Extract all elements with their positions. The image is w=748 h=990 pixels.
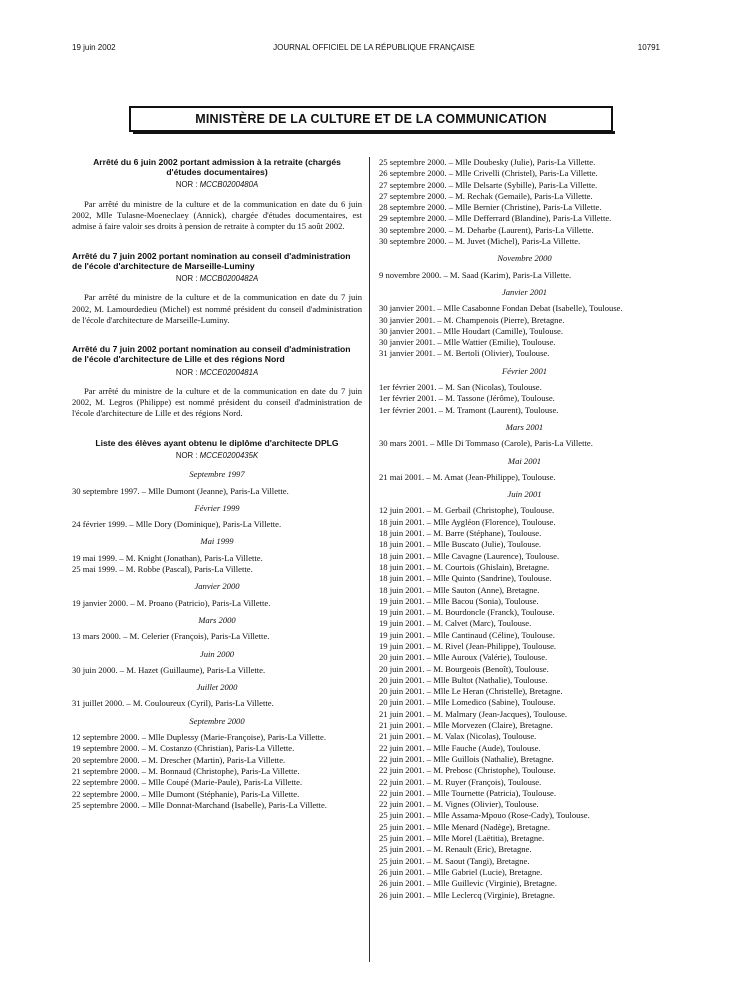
list-entry: 27 septembre 2000. – M. Rechak (Gemaile), Paris-La Villette. xyxy=(379,190,593,201)
list-entry: 19 juin 2001. – Mlle Cantinaud (Céline), Toulouse. xyxy=(379,629,555,640)
list-entry: 20 juin 2001. – Mlle Lomedico (Sabine), Toulouse. xyxy=(379,697,556,708)
nor-label: NOR : xyxy=(175,274,198,283)
nor-reference xyxy=(72,367,362,378)
list-entry: 20 juin 2001. – M. Bourgeois (Benoît), Toulouse. xyxy=(379,663,549,674)
list-entry: 30 janvier 2001. – Mlle Wattier (Emilie), Toulouse. xyxy=(379,337,556,348)
month-heading: Novembre 2000 xyxy=(497,253,552,264)
list-entry: 1er février 2001. – M. Tassone (Jérôme), Toulouse. xyxy=(379,393,555,404)
nor-code: MCCE0200435K xyxy=(199,450,259,460)
list-entry: 1er février 2001. – M. San (Nicolas), Toulouse. xyxy=(379,382,542,393)
article-title: Arrêté du 6 juin 2002 portant admission à la retraite (chargés d'études documentaires) xyxy=(93,157,341,178)
nor-reference xyxy=(72,179,362,190)
list-entry: 19 juin 2001. – M. Calvet (Marc), Toulouse. xyxy=(379,618,532,629)
list-entry: 12 septembre 2000. – Mlle Duplessy (Marie-Françoise), Paris-La Villette. xyxy=(72,732,326,743)
ministry-title: MINISTÈRE DE LA CULTURE ET DE LA COMMUNICATION xyxy=(195,112,547,126)
header-date: 19 juin 2002 xyxy=(72,43,116,52)
month-heading: Juin 2001 xyxy=(507,489,542,500)
article-body: Par arrêté du ministre de la culture et de la communication en date du 7 juin 2002, M. Legros (Philippe) est nommé président du conseil d'administration de l'école d'architecture de Lille et des régions Nord. xyxy=(72,385,362,419)
list-entry: 25 juin 2001. – Mlle Morel (Laëtitia), Bretagne. xyxy=(379,833,545,844)
month-heading: Janvier 2000 xyxy=(194,581,240,592)
list-entry: 18 juin 2001. – Mlle Buscato (Julie), Toulouse. xyxy=(379,539,542,550)
list-entry: 30 janvier 2001. – Mlle Houdart (Camille), Toulouse. xyxy=(379,325,563,336)
list-entry: 30 janvier 2001. – M. Champenois (Pierre), Bretagne. xyxy=(379,314,565,325)
list-entry: 25 juin 2001. – M. Saout (Tangi), Bretagne. xyxy=(379,855,530,866)
list-entry: 19 janvier 2000. – M. Proano (Patricio), Paris-La Villette. xyxy=(72,597,271,608)
month-heading: Mai 2001 xyxy=(507,455,542,466)
list-entry: 18 juin 2001. – Mlle Quinto (Sandrine), Toulouse. xyxy=(379,573,552,584)
nor-reference xyxy=(72,273,362,284)
list-entry: 18 juin 2001. – Mlle Sauton (Anne), Bretagne. xyxy=(379,584,540,595)
list-entry: 13 mars 2000. – M. Celerier (François), Paris-La Villette. xyxy=(72,631,270,642)
month-heading: Juillet 2000 xyxy=(196,682,238,693)
list-entry: 26 septembre 2000. – Mlle Crivelli (Christel), Paris-La Villette. xyxy=(379,168,598,179)
nor-code: MCCE0200481A xyxy=(199,367,259,377)
list-entry: 1er février 2001. – M. Tramont (Laurent), Toulouse. xyxy=(379,404,559,415)
month-heading: Février 1999 xyxy=(194,502,240,513)
list-entry: 18 juin 2001. – M. Courtois (Ghislain), Bretagne. xyxy=(379,561,550,572)
nor-label: NOR : xyxy=(175,180,198,190)
left-column xyxy=(72,157,362,811)
list-entry: 30 janvier 2001. – Mlle Casabonne Fondan Debat (Isabelle), Toulouse. xyxy=(379,303,623,314)
article-body: Par arrêté du ministre de la culture et de la communication en date du 7 juin 2002, M. Lamourdedieu (Michel) est nommé président du conseil d'administration de l'école d'architecture de Marseille-Luminy. xyxy=(72,292,362,325)
month-heading: Mars 2001 xyxy=(505,421,544,432)
list-entry: 26 juin 2001. – Mlle Guillevic (Virginie), Bretagne. xyxy=(379,878,557,889)
list-entry: 28 septembre 2000. – Mlle Bernier (Christine), Paris-La Villette. xyxy=(379,202,602,213)
list-entry: 22 septembre 2000. – Mlle Dumont (Stéphanie), Paris-La Villette. xyxy=(72,788,300,799)
list-entry: 22 septembre 2000. – Mlle Coupé (Marie-Paule), Paris-La Villette. xyxy=(72,777,303,788)
left-graduate-list xyxy=(72,469,362,811)
right-continued-entries xyxy=(379,157,670,247)
nor-reference xyxy=(72,450,362,461)
journal-title: JOURNAL OFFICIEL DE LA RÉPUBLIQUE FRANÇAISE xyxy=(273,43,475,52)
month-heading: Septembre 2000 xyxy=(189,715,245,726)
list-entry: 20 juin 2001. – Mlle Auroux (Valérie), Toulouse. xyxy=(379,652,548,663)
month-heading: Mai 1999 xyxy=(200,536,234,547)
list-entry: 18 juin 2001. – Mlle Cavagne (Laurence), Toulouse. xyxy=(379,550,560,561)
month-heading: Mars 2000 xyxy=(198,614,236,625)
list-entry: 19 septembre 2000. – M. Costanzo (Christian), Paris-La Villette. xyxy=(72,743,295,754)
list-entry: 25 juin 2001. – Mlle Assama-Mpouo (Rose-Cady), Toulouse. xyxy=(379,810,590,821)
article-title: Arrêté du 7 juin 2002 portant nomination au conseil d'administration de l'école d'architecture de Lille et des régions Nord xyxy=(72,344,351,365)
list-entry: 19 juin 2001. – Mlle Bacou (Sonia), Toulouse. xyxy=(379,595,539,606)
list-entry: 25 juin 2001. – M. Renault (Eric), Bretagne. xyxy=(379,844,532,855)
list-entry: 30 septembre 1997. – Mlle Dumont (Jeanne), Paris-La Villette. xyxy=(72,485,289,496)
page-number: 10791 xyxy=(637,43,660,52)
list-entry: 19 juin 2001. – M. Bourdoncle (Franck), Toulouse. xyxy=(379,607,555,618)
article-title: Arrêté du 7 juin 2002 portant nomination au conseil d'administration de l'école d'architecture de Marseille-Luminy xyxy=(72,250,351,271)
column-divider xyxy=(369,157,370,962)
list-entry: 24 février 1999. – Mlle Dory (Dominique), Paris-La Villette. xyxy=(72,519,282,530)
list-entry: 20 juin 2001. – Mlle Le Heran (Christelle), Bretagne. xyxy=(379,686,563,697)
list-entry: 30 juin 2000. – M. Hazet (Guillaume), Paris-La Villette. xyxy=(72,664,266,675)
month-heading: Février 2001 xyxy=(501,365,548,376)
list-entry: 26 juin 2001. – Mlle Gabriel (Lucie), Bretagne. xyxy=(379,866,543,877)
nor-code: MCCB0200480A xyxy=(199,180,259,190)
list-entry: 22 juin 2001. – M. Prebosc (Christophe), Toulouse. xyxy=(379,765,556,776)
list-entry: 30 septembre 2000. – M. Deharbe (Laurent), Paris-La Villette. xyxy=(379,224,594,235)
list-entry: 25 septembre 2000. – Mlle Donnat-Marchand (Isabelle), Paris-La Villette. xyxy=(72,799,327,810)
month-heading: Juin 2000 xyxy=(199,648,235,659)
list-entry: 25 mai 1999. – M. Robbe (Pascal), Paris-La Villette. xyxy=(72,564,253,575)
list-entry: 21 septembre 2000. – M. Bonnaud (Christophe), Paris-La Villette. xyxy=(72,765,300,776)
list-entry: 19 juin 2001. – M. Rivel (Jean-Philippe), Toulouse. xyxy=(379,640,557,651)
list-title: Liste des élèves ayant obtenu le diplôme d'architecte DPLG xyxy=(95,437,339,448)
list-entry: 22 juin 2001. – Mlle Fauche (Aude), Toulouse. xyxy=(379,742,541,753)
month-heading: Janvier 2001 xyxy=(501,286,548,297)
list-entry: 25 septembre 2000. – Mlle Doubesky (Julie), Paris-La Villette. xyxy=(379,157,596,167)
list-entry: 29 septembre 2000. – Mlle Defferrard (Blandine), Paris-La Villette. xyxy=(379,213,612,224)
article-body: Par arrêté du ministre de la culture et de la communication en date du 6 juin 2002, Mlle Tulasne-Moeneclaey (Annick), chargée d'études documentaires, est admise à faire valoir ses droits à pension de retraite à compter du 15 août 2002. xyxy=(72,198,362,232)
right-graduate-list xyxy=(379,253,670,900)
list-entry: 18 juin 2001. – Mlle Aygléon (Florence), Toulouse. xyxy=(379,516,556,527)
list-entry: 31 juillet 2000. – M. Couloureux (Cyril), Paris-La Villette. xyxy=(72,698,274,709)
ministry-banner xyxy=(129,106,613,132)
right-column xyxy=(379,157,670,901)
nor-label: NOR : xyxy=(175,450,198,460)
list-entry: 30 mars 2001. – Mlle Di Tommaso (Carole), Paris-La Villette. xyxy=(379,438,593,449)
list-entry: 22 juin 2001. – M. Ruyer (François), Toulouse. xyxy=(379,776,542,787)
list-entry: 20 septembre 2000. – M. Drescher (Martin), Paris-La Villette. xyxy=(72,754,286,765)
list-entry: 22 juin 2001. – Mlle Tournette (Patricia), Toulouse. xyxy=(379,787,557,798)
list-entry: 27 septembre 2000. – Mlle Delsarte (Sybille), Paris-La Villette. xyxy=(379,179,598,190)
list-entry: 21 juin 2001. – M. Malmary (Jean-Jacques), Toulouse. xyxy=(379,708,568,719)
list-entry: 22 juin 2001. – M. Vignes (Olivier), Toulouse. xyxy=(379,799,539,810)
list-entry: 30 septembre 2000. – M. Juvet (Michel), Paris-La Villette. xyxy=(379,236,581,247)
list-entry: 18 juin 2001. – M. Barre (Stéphane), Toulouse. xyxy=(379,528,542,539)
list-entry: 9 novembre 2000. – M. Saad (Karim), Paris-La Villette. xyxy=(379,269,572,280)
month-heading: Septembre 1997 xyxy=(189,469,245,480)
list-entry: 12 juin 2001. – M. Gerbail (Christophe), Toulouse. xyxy=(379,505,555,516)
list-entry: 25 juin 2001. – Mlle Menard (Nadège), Bretagne. xyxy=(379,821,550,832)
nor-label: NOR : xyxy=(175,367,198,377)
list-entry: 22 juin 2001. – Mlle Guillois (Nathalie), Bretagne. xyxy=(379,753,554,764)
nor-code: MCCB0200482A xyxy=(199,274,259,283)
list-entry: 26 juin 2001. – Mlle Leclercq (Virginie), Bretagne. xyxy=(379,889,555,900)
list-entry: 21 juin 2001. – Mlle Morvezen (Claire), Bretagne. xyxy=(379,720,553,731)
list-entry: 21 mai 2001. – M. Amat (Jean-Philippe), Toulouse. xyxy=(379,471,556,482)
list-entry: 21 juin 2001. – M. Valax (Nicolas), Toulouse. xyxy=(379,731,537,742)
list-entry: 20 juin 2001. – Mlle Bultot (Nathalie), Toulouse. xyxy=(379,674,548,685)
list-entry: 19 mai 1999. – M. Knight (Jonathan), Paris-La Villette. xyxy=(72,552,263,563)
list-entry: 31 janvier 2001. – M. Bertoli (Olivier), Toulouse. xyxy=(379,348,550,359)
